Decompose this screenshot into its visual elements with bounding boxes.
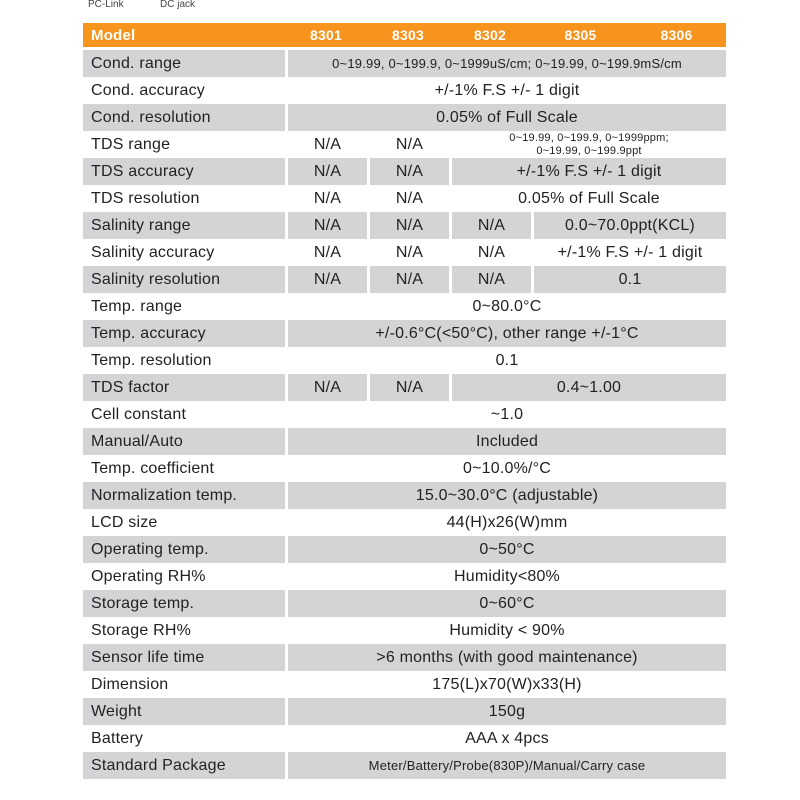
row-label: TDS accuracy [83, 158, 285, 185]
spec-row [83, 347, 726, 374]
model-8301: 8301 [285, 23, 367, 50]
row-label: Sensor life time [83, 644, 285, 671]
row-value: 0~60°C [285, 590, 726, 617]
row-value: N/A [285, 131, 367, 158]
spec-row [83, 131, 726, 158]
row-value: N/A [449, 266, 531, 293]
row-label: TDS factor [83, 374, 285, 401]
row-value: +/-0.6°C(<50°C), other range +/-1°C [285, 320, 726, 347]
row-value: +/-1% F.S +/- 1 digit [285, 77, 726, 104]
model-8306: 8306 [660, 27, 693, 43]
spec-row [83, 320, 726, 347]
spec-row [83, 50, 726, 77]
spec-row [83, 698, 726, 725]
row-label: Temp. accuracy [83, 320, 285, 347]
row-value: N/A [285, 374, 367, 401]
row-label: Salinity resolution [83, 266, 285, 293]
row-value: 0.4~1.00 [449, 374, 726, 401]
row-value: N/A [285, 266, 367, 293]
row-value: ~1.0 [285, 401, 726, 428]
row-value: 0.1 [531, 266, 726, 293]
row-value: N/A [367, 131, 449, 158]
spec-row [83, 428, 726, 455]
row-label: Operating temp. [83, 536, 285, 563]
spec-row [83, 644, 726, 671]
row-label: Salinity accuracy [83, 239, 285, 266]
row-value: 0~19.99, 0~199.9, 0~1999ppm; 0~19.99, 0~199.9ppt [449, 131, 726, 158]
row-value: 0~50°C [285, 536, 726, 563]
spec-row [83, 725, 726, 752]
spec-row [83, 293, 726, 320]
spec-row [83, 158, 726, 185]
row-label: Temp. range [83, 293, 285, 320]
row-value: 0.05% of Full Scale [449, 185, 726, 212]
spec-row [83, 617, 726, 644]
spec-row [83, 752, 726, 779]
spec-row [83, 104, 726, 131]
spec-row [83, 563, 726, 590]
row-label: Temp. resolution [83, 347, 285, 374]
model-8303: 8303 [367, 23, 449, 50]
row-value: Meter/Battery/Probe(830P)/Manual/Carry case [285, 752, 726, 779]
spec-row [83, 509, 726, 536]
row-value: N/A [449, 239, 531, 266]
spec-table-body [83, 23, 726, 779]
spec-table [83, 23, 726, 779]
row-value: 150g [285, 698, 726, 725]
row-label: Dimension [83, 671, 285, 698]
spec-row [83, 77, 726, 104]
row-label: Storage temp. [83, 590, 285, 617]
spec-row [83, 212, 726, 239]
spec-row [83, 266, 726, 293]
row-value: N/A [367, 158, 449, 185]
row-value: N/A [285, 212, 367, 239]
row-label: Salinity range [83, 212, 285, 239]
spec-row [83, 239, 726, 266]
row-value: +/-1% F.S +/- 1 digit [531, 239, 726, 266]
row-label: Cond. resolution [83, 104, 285, 131]
row-value: N/A [367, 266, 449, 293]
top-fragment-1: PC-Link [88, 0, 124, 10]
model-8302: 8302 [449, 23, 531, 50]
top-fragment-2: DC jack [160, 0, 196, 10]
row-label: TDS range [83, 131, 285, 158]
header-row [83, 23, 726, 50]
row-label: Temp. coefficient [83, 455, 285, 482]
row-value: N/A [449, 212, 531, 239]
row-value: 0.1 [285, 347, 726, 374]
row-value: 0~19.99, 0~199.9, 0~1999uS/cm; 0~19.99, 0~199.9mS/cm [285, 50, 726, 77]
row-value: N/A [367, 374, 449, 401]
row-label: Battery [83, 725, 285, 752]
row-value: Humidity<80% [285, 563, 726, 590]
row-label: Storage RH% [83, 617, 285, 644]
spec-row [83, 671, 726, 698]
spec-row [83, 536, 726, 563]
row-label: Standard Package [83, 752, 285, 779]
spec-row [83, 482, 726, 509]
spec-row [83, 455, 726, 482]
row-value: Included [285, 428, 726, 455]
row-label: Cell constant [83, 401, 285, 428]
row-label: Cond. accuracy [83, 77, 285, 104]
model-8305-8306-cell [531, 23, 726, 50]
spec-row [83, 401, 726, 428]
row-value: 44(H)x26(W)mm [285, 509, 726, 536]
header-label: Model [83, 23, 285, 50]
model-8305: 8305 [564, 27, 597, 43]
spec-row [83, 185, 726, 212]
row-value: 0~80.0°C [285, 293, 726, 320]
row-value: N/A [285, 158, 367, 185]
row-value: +/-1% F.S +/- 1 digit [449, 158, 726, 185]
row-label: Normalization temp. [83, 482, 285, 509]
row-value: 15.0~30.0°C (adjustable) [285, 482, 726, 509]
row-label: LCD size [83, 509, 285, 536]
row-value: N/A [285, 239, 367, 266]
row-label: Operating RH% [83, 563, 285, 590]
row-label: Manual/Auto [83, 428, 285, 455]
spec-row [83, 374, 726, 401]
row-value: 0~10.0%/°C [285, 455, 726, 482]
row-value: N/A [285, 185, 367, 212]
row-value: AAA x 4pcs [285, 725, 726, 752]
row-label: TDS resolution [83, 185, 285, 212]
row-label: Weight [83, 698, 285, 725]
row-value: >6 months (with good maintenance) [285, 644, 726, 671]
row-value: Humidity < 90% [285, 617, 726, 644]
row-value: N/A [367, 239, 449, 266]
row-value: N/A [367, 185, 449, 212]
row-label: Cond. range [83, 50, 285, 77]
row-value: 0.05% of Full Scale [285, 104, 726, 131]
spec-row [83, 590, 726, 617]
row-value: N/A [367, 212, 449, 239]
row-value: 0.0~70.0ppt(KCL) [531, 212, 726, 239]
row-value: 175(L)x70(W)x33(H) [285, 671, 726, 698]
